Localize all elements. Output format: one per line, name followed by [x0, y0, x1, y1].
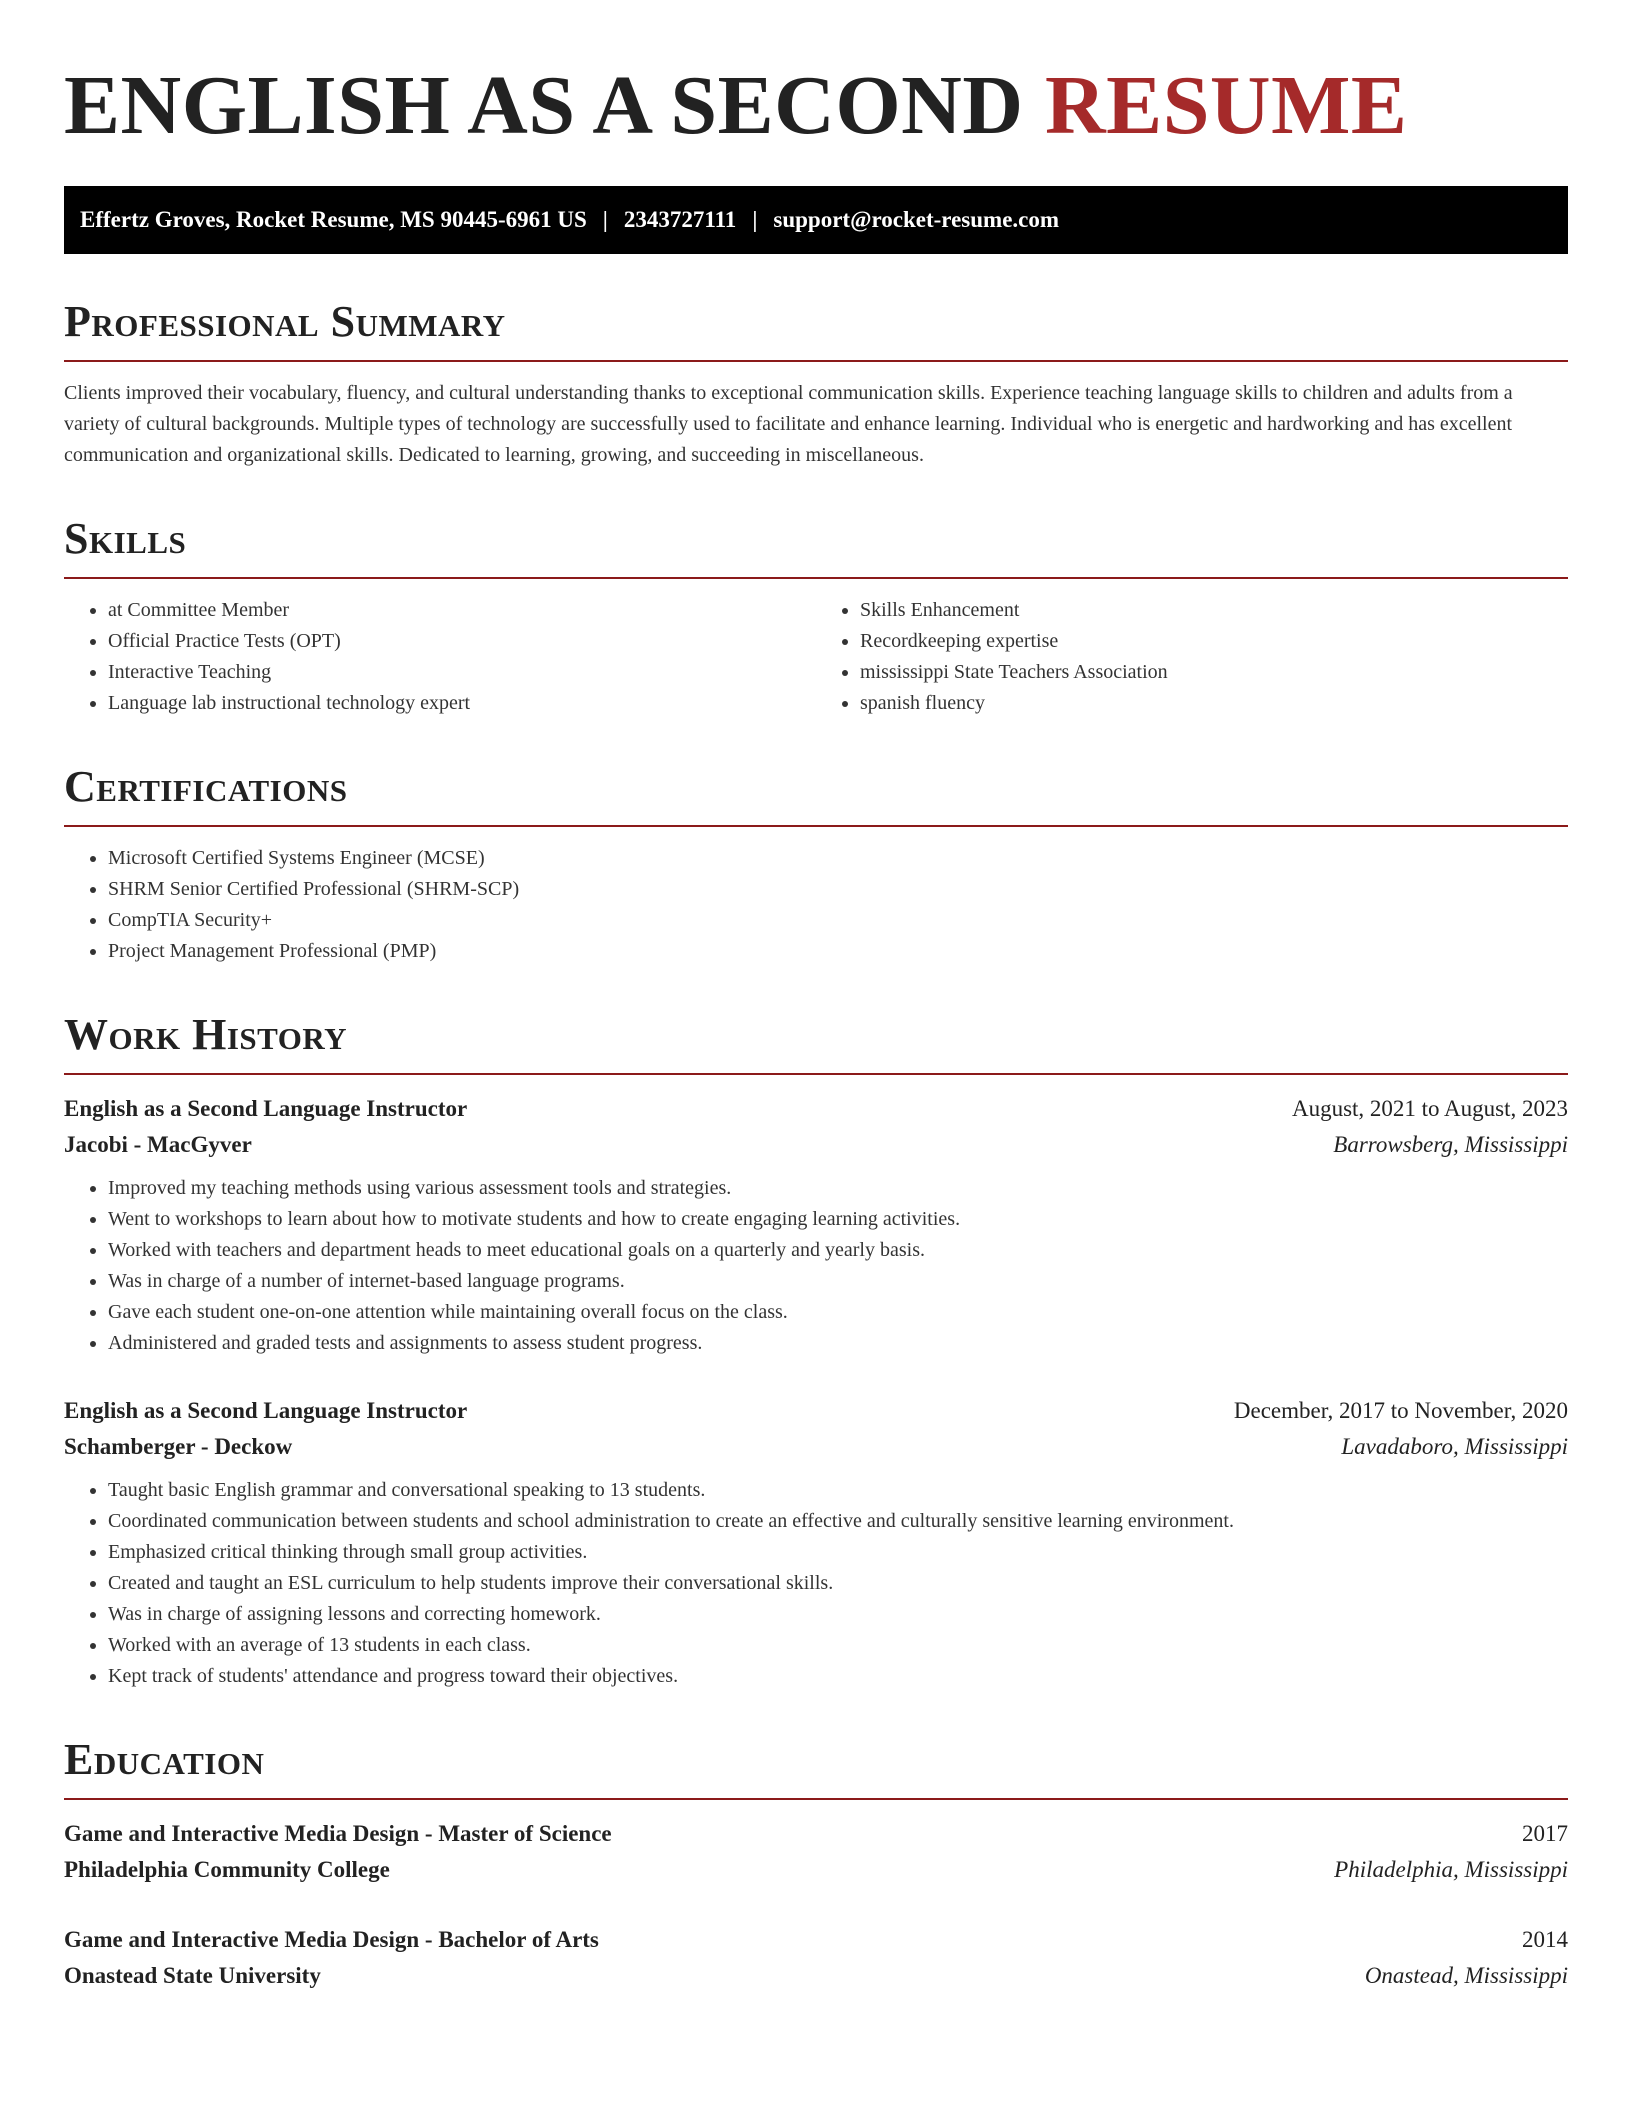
job-title: English as a Second Language Instructor — [64, 1096, 468, 1121]
certifications-section — [64, 762, 1568, 967]
job-duty: • Was in charge of assigning lessons and correcting homework. — [108, 1599, 1568, 1630]
job-dates: August, 2021 to August, 2023 — [1291, 1096, 1568, 1121]
education-degree-row — [64, 1922, 1568, 1958]
education-heading: Education — [64, 1735, 265, 1784]
resume-title — [64, 56, 1568, 152]
education-location: Onastead, Mississippi — [1364, 1963, 1568, 1988]
job-duty: • Kept track of students' attendance and progress toward their objectives. — [108, 1661, 1568, 1692]
certification-item: • CompTIA Security+ — [108, 905, 1568, 936]
job-duty: • Improved my teaching methods using various assessment tools and strategies. — [108, 1173, 1568, 1204]
contact-separator: | — [752, 207, 758, 232]
education-school: Onastead State University — [64, 1963, 321, 1988]
certification-item: • SHRM Senior Certified Professional (SHRM-SCP) — [108, 874, 1568, 905]
skill-item: • at Committee Member — [108, 595, 816, 626]
job-duty: • Went to workshops to learn about how to motivate students and how to create engaging learning activities. — [108, 1204, 1568, 1235]
education-school-row — [64, 1852, 1568, 1888]
skills-section — [64, 514, 1568, 719]
certifications-list — [64, 843, 1568, 967]
education-year: 2014 — [1522, 1927, 1568, 1952]
contact-email: support@rocket-resume.com — [773, 207, 1060, 232]
skills-list-right — [816, 595, 1568, 719]
job-location: Barrowsberg, Mississippi — [1333, 1132, 1568, 1157]
skills-list-left — [64, 595, 816, 719]
job-duty: • Gave each student one-on-one attention while maintaining overall focus on the class. — [108, 1297, 1568, 1328]
education-entry — [64, 1922, 1568, 1994]
work-history-section — [64, 1010, 1568, 1692]
section-divider — [64, 825, 1568, 827]
education-year: 2017 — [1522, 1821, 1568, 1846]
job-company-row — [64, 1429, 1568, 1465]
job-duty: • Worked with teachers and department heads to meet educational goals on a quarterly and yearly basis. — [108, 1235, 1568, 1266]
job-duty: • Coordinated communication between students and school administration to create an effective and culturally sensitive learning environment. — [108, 1506, 1568, 1537]
job-duty: • Worked with an average of 13 students in each class. — [108, 1630, 1568, 1661]
education-degree: Game and Interactive Media Design - Master of Science — [64, 1821, 612, 1846]
job-company: Schamberger - Deckow — [64, 1434, 293, 1459]
job-header-row — [64, 1091, 1568, 1127]
skills-columns — [64, 579, 1568, 719]
summary-heading: Professional Summary — [64, 297, 506, 346]
skill-item: • Official Practice Tests (OPT) — [108, 626, 816, 657]
skills-heading: Skills — [64, 514, 187, 563]
section-divider — [64, 360, 1568, 362]
job-company: Jacobi - MacGyver — [64, 1132, 252, 1157]
contact-address: Effertz Groves, Rocket Resume, MS 90445-6961 US — [80, 207, 587, 232]
education-school-row — [64, 1958, 1568, 1994]
job-company-row — [64, 1127, 1568, 1163]
summary-section — [64, 297, 1568, 471]
job-header-row — [64, 1393, 1568, 1429]
job-duty: • Taught basic English grammar and conversational speaking to 13 students. — [108, 1475, 1568, 1506]
education-degree-row — [64, 1816, 1568, 1852]
job-duty: • Created and taught an ESL curriculum to help students improve their conversational skills. — [108, 1568, 1568, 1599]
certification-item: • Microsoft Certified Systems Engineer (MCSE) — [108, 843, 1568, 874]
job-entry — [64, 1393, 1568, 1692]
job-dates: December, 2017 to November, 2020 — [1233, 1398, 1568, 1423]
job-location: Lavadaboro, Mississippi — [1341, 1434, 1568, 1459]
contact-phone: 2343727111 — [623, 207, 737, 232]
job-title: English as a Second Language Instructor — [64, 1398, 468, 1423]
skill-item: • mississippi State Teachers Association — [860, 657, 1568, 688]
education-entry — [64, 1816, 1568, 1888]
certification-item: • Project Management Professional (PMP) — [108, 936, 1568, 967]
education-section — [64, 1735, 1568, 1994]
title-accent: RESUME — [1045, 59, 1408, 152]
contact-bar — [64, 186, 1568, 254]
education-school: Philadelphia Community College — [64, 1857, 390, 1882]
skill-item: • Skills Enhancement — [860, 595, 1568, 626]
section-divider — [64, 1073, 1568, 1075]
skill-item: • spanish fluency — [860, 688, 1568, 719]
summary-text: Clients improved their vocabulary, fluency, and cultural understanding thanks to exceptional communication skills. Experience teaching language skills to children and adults from a variety of cultural backgrounds. Multiple types of technology are successfully used to facilitate and enhance learning. Individual who is energetic and hardworking and has excellent communication and organizational skills. Dedicated to learning, growing, and succeeding in miscellaneous. — [64, 382, 1513, 466]
job-entry — [64, 1091, 1568, 1359]
title-main: ENGLISH AS A SECOND — [64, 59, 1024, 152]
section-divider — [64, 1798, 1568, 1800]
job-duties-list — [64, 1475, 1568, 1692]
skill-item: • Language lab instructional technology expert — [108, 688, 816, 719]
job-duty: • Administered and graded tests and assignments to assess student progress. — [108, 1328, 1568, 1359]
job-duty: • Was in charge of a number of internet-based language programs. — [108, 1266, 1568, 1297]
work-history-heading: Work History — [64, 1010, 348, 1059]
skill-item: • Recordkeeping expertise — [860, 626, 1568, 657]
job-duties-list — [64, 1173, 1568, 1359]
education-location: Philadelphia, Mississippi — [1334, 1857, 1568, 1882]
skill-item: • Interactive Teaching — [108, 657, 816, 688]
education-degree: Game and Interactive Media Design - Bachelor of Arts — [64, 1927, 599, 1952]
job-duty: • Emphasized critical thinking through small group activities. — [108, 1537, 1568, 1568]
contact-separator: | — [602, 207, 608, 232]
certifications-heading: Certifications — [64, 762, 348, 811]
